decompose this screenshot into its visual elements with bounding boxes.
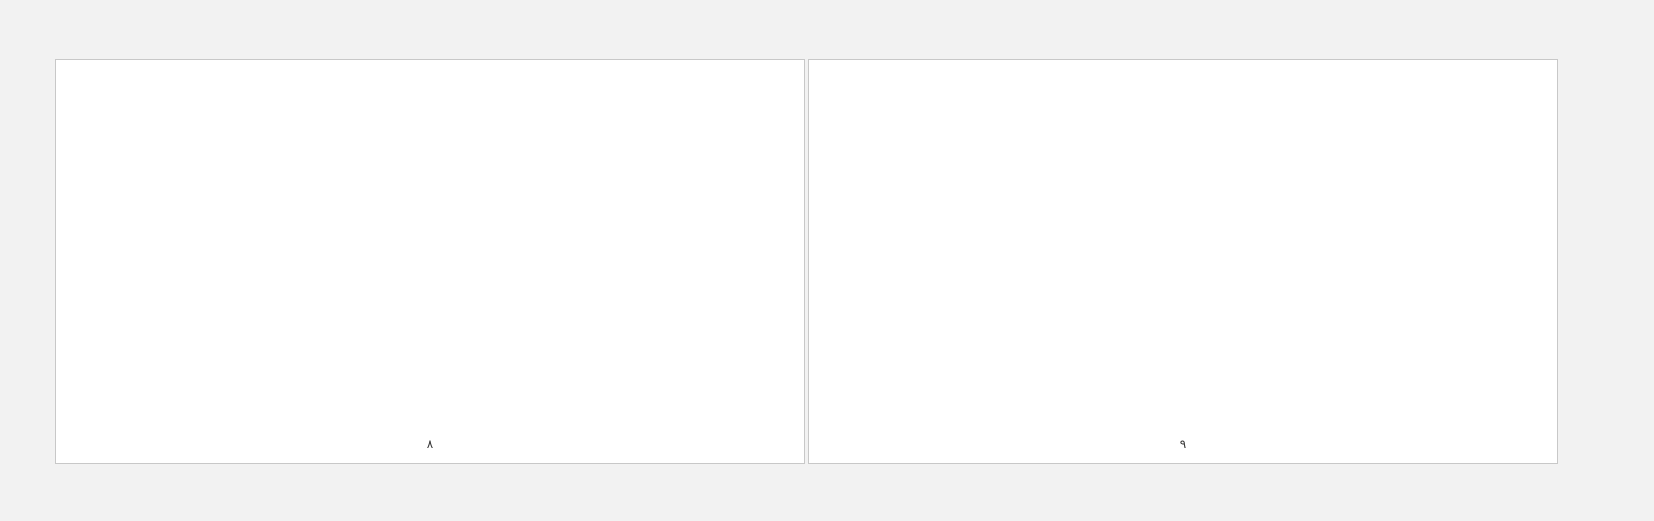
- paragraph: [837, 261, 1529, 280]
- paragraph: [84, 136, 776, 155]
- paragraph: [837, 86, 1529, 105]
- paragraph: [84, 286, 776, 305]
- paragraph: [837, 236, 1529, 255]
- paragraph: [84, 161, 776, 180]
- page-left: [55, 59, 805, 464]
- paragraph: [84, 186, 776, 205]
- paragraph: [837, 136, 1529, 155]
- page-right: [808, 59, 1558, 464]
- page-number: ۸: [426, 437, 434, 451]
- page-body: [837, 86, 1529, 427]
- paragraph: [837, 161, 1529, 180]
- page-body: [84, 86, 776, 427]
- paragraph: [84, 261, 776, 280]
- paragraph: [837, 286, 1529, 305]
- paragraph: [837, 186, 1529, 205]
- paragraph: [837, 211, 1529, 230]
- paragraph: [84, 236, 776, 255]
- page-number: ۹: [1179, 437, 1187, 451]
- paragraph: [84, 86, 776, 105]
- paragraph: [84, 211, 776, 230]
- paragraph: [84, 111, 776, 130]
- paragraph: [837, 111, 1529, 130]
